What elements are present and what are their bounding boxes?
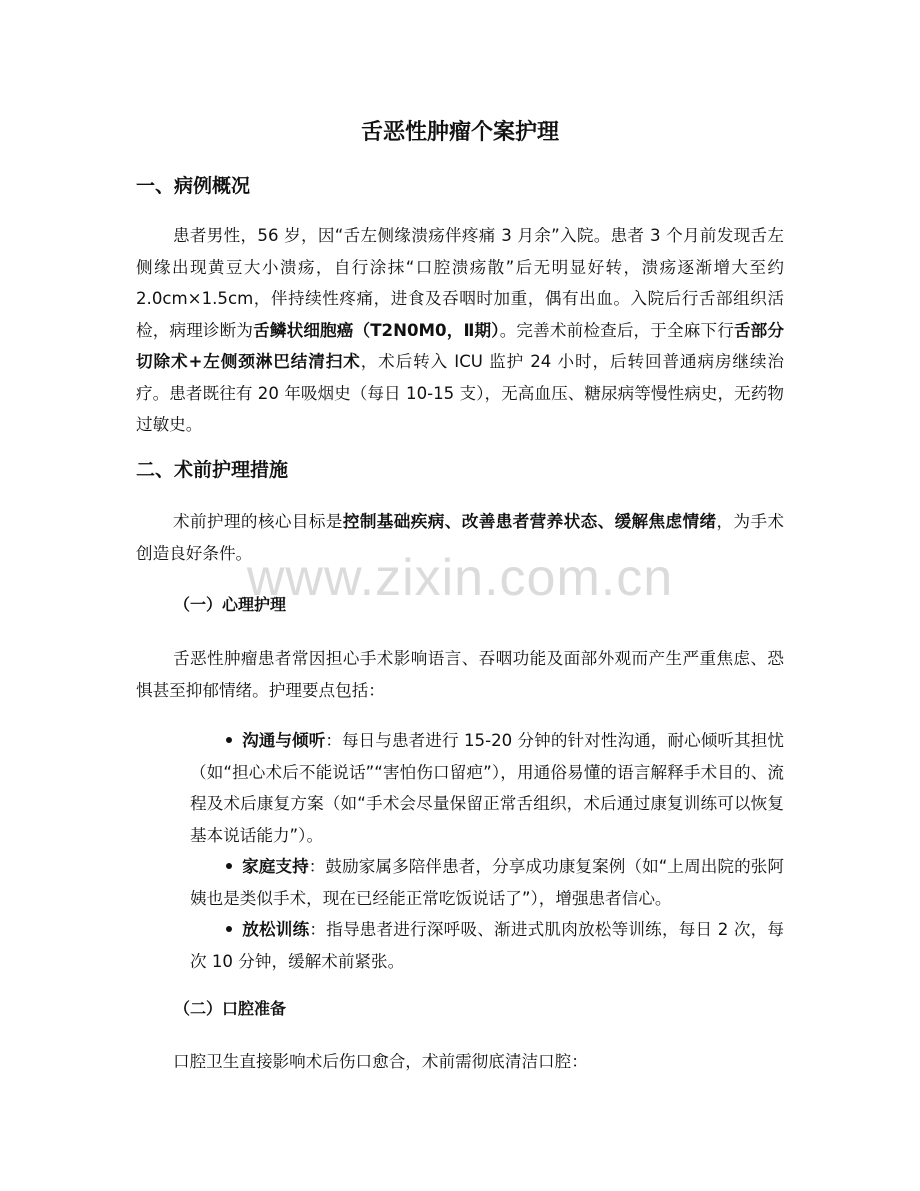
preop-goal-highlight: 控制基础疾病、改善患者营养状态、缓解焦虑情绪 [342,512,717,531]
list-item-text: ：每日与患者进行 15-20 分钟的针对性沟通，耐心倾听其担忧（如“担心术后不能说话”“害怕伤口留疤”），用通俗易懂的语言解释手术目的、流程及术后康复方案（如“手术会尽量保留正常舌组织，术后通过康复训练可以恢复基本说话能力”）。 [190,731,785,845]
list-item-label: 放松训练 [242,920,310,939]
subsection-heading-psychological-care: （一）心理护理 [174,595,287,614]
psychological-care-list [190,725,784,977]
diagnosis-highlight: 舌鳞状细胞癌（T2N0M0，Ⅱ期） [253,320,500,340]
document-title: 舌恶性肿瘤个案护理 [360,120,559,145]
surgery-highlight: 舌部分切除术+左侧颈淋巴结清扫术 [136,320,785,371]
section-heading-case-overview: 一、病例概况 [136,175,251,197]
bullet-icon [226,737,232,743]
psychological-care-paragraph: 舌恶性肿瘤患者常因担心手术影响语言、吞咽功能及面部外观而产生严重焦虑、恐惧甚至抑郁情绪。护理要点包括： [136,649,784,700]
list-item [190,725,784,851]
preop-intro-text-2: ，为手术创造良好条件。 [136,512,785,563]
section-heading-preop-care: 二、术前护理措施 [136,459,289,481]
case-text-3: ，术后转入 ICU 监护 24 小时，后转回普通病房继续治疗。患者既往有 20 年吸烟史（每日 10-15 支），无高血压、糖尿病等慢性病史，无药物过敏史。 [136,352,785,434]
subsection-heading-oral-preparation: （二）口腔准备 [174,999,287,1018]
case-text-1: 患者男性，56 岁，因“舌左侧缘溃疡伴疼痛 3 月余”入院。患者 3 个月前发现舌左侧缘出现黄豆大小溃疡，自行涂抹“口腔溃疡散”后无明显好转，溃疡逐渐增大至约 2.0cm×1.5cm，伴持续性疼痛，进食及吞咽时加重，偶有出血。入院后行舌部组织活检，病理诊断为 [136,226,784,340]
list-item [190,851,784,914]
list-item-text: ：鼓励家属多陪伴患者，分享成功康复案例（如“上周出院的张阿姨也是类似手术，现在已经能正常吃饭说话了”），增强患者信心。 [190,857,784,908]
preop-intro-paragraph [136,506,784,569]
case-overview-paragraph [136,220,784,441]
watermark: www.zixin.com.cn [246,549,674,607]
list-item-label: 沟通与倾听 [242,731,326,750]
list-item-text: ：指导患者进行深呼吸、渐进式肌肉放松等训练，每日 2 次，每次 10 分钟，缓解术前紧张。 [190,920,784,971]
preop-intro-text-1: 术前护理的核心目标是 [173,512,343,531]
list-item-label: 家庭支持 [242,857,309,876]
bullet-icon [226,863,232,869]
list-item [190,914,784,977]
bullet-icon [226,926,232,932]
case-text-2: 。完善术前检查后，于全麻下行 [499,320,734,340]
oral-preparation-paragraph: 口腔卫生直接影响术后伤口愈合，术前需彻底清洁口腔： [173,1052,588,1071]
